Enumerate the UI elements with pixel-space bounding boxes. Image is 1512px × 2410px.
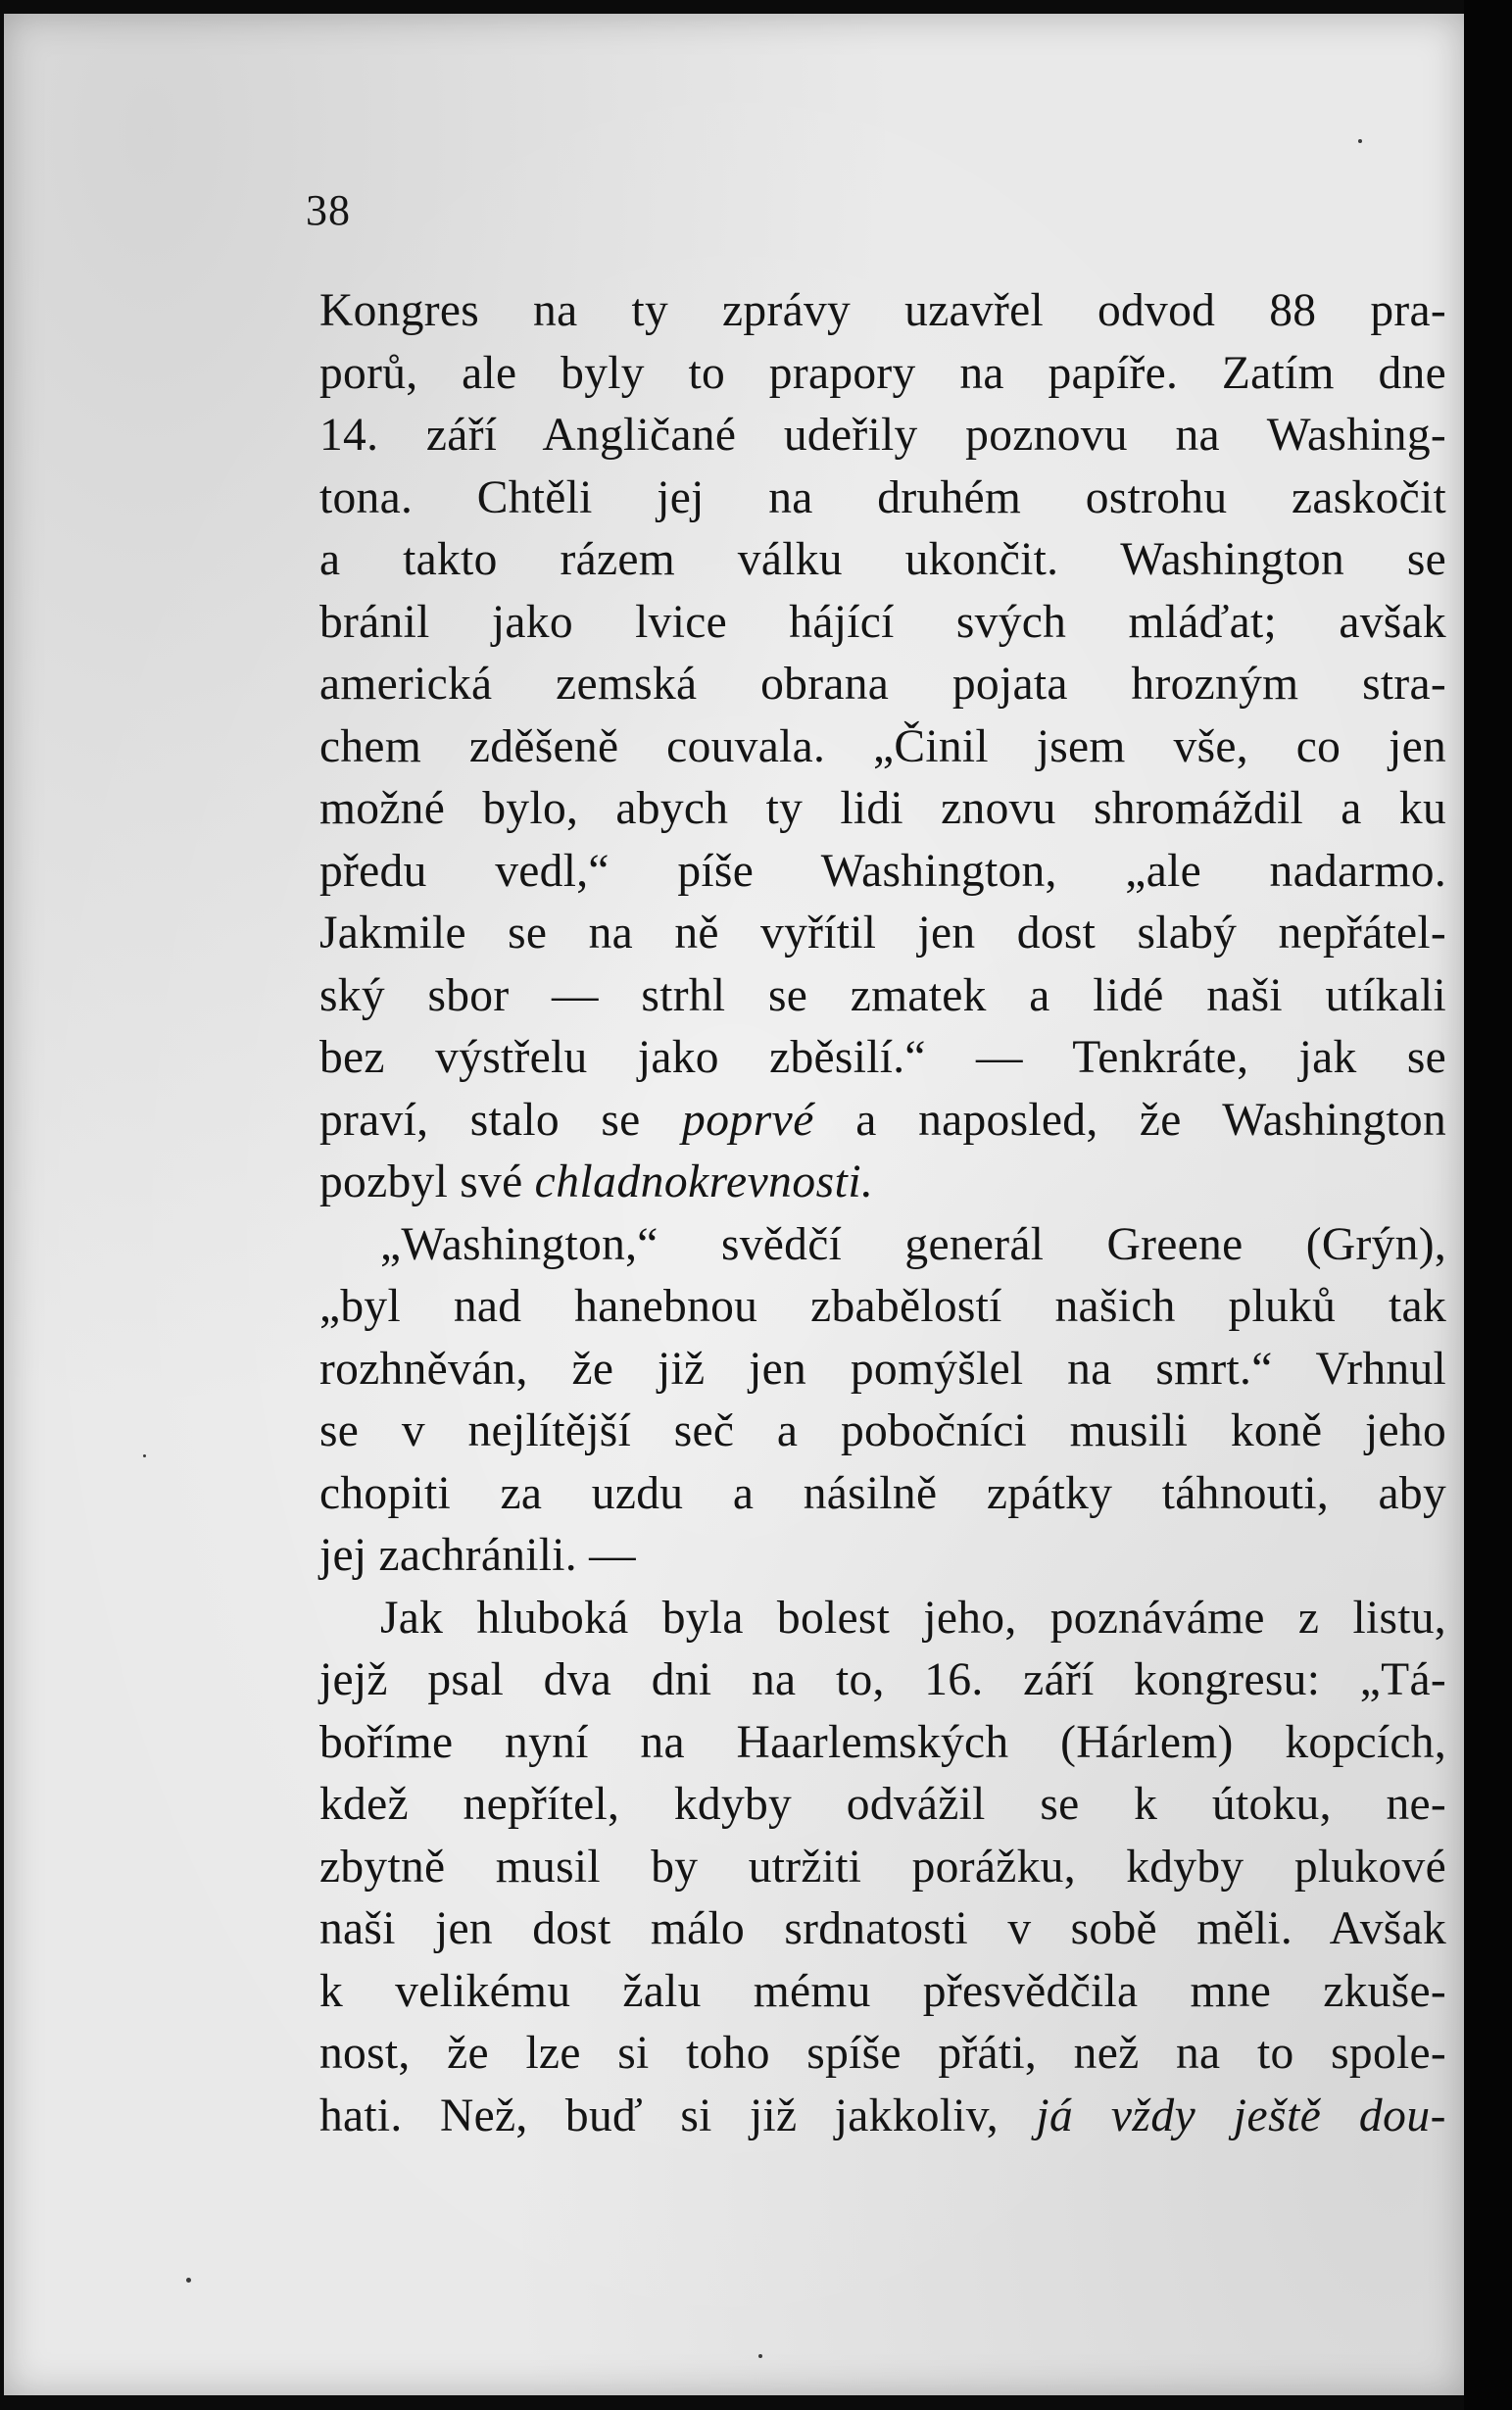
text-segment: „Washington,“ svědčí generál Greene (Grýn),: [380, 1218, 1446, 1270]
text-line: [319, 280, 1446, 343]
text-segment: jej zachránili. —: [319, 1530, 636, 1581]
text-segment: nost, že lze si toho spíše přáti, než na to spole-: [319, 2028, 1446, 2079]
text-line: [319, 1152, 1446, 1214]
text-segment: rozhněván, že již jen pomýšlel na smrt.“ Vrhnul: [319, 1343, 1446, 1395]
text-segment: boříme nyní na Haarlemských (Hárlem) kopcích,: [319, 1716, 1446, 1768]
text-segment: zbytně musil by utržiti porážku, kdyby plukové: [319, 1841, 1446, 1893]
text-line: [319, 1401, 1446, 1463]
text-line: [319, 1712, 1446, 1775]
text-segment: 14. září Angličané udeřily poznovu na Washing-: [319, 410, 1446, 461]
text-line: [319, 716, 1446, 779]
text-line: [319, 1649, 1446, 1712]
paragraph: [319, 280, 1446, 1214]
text-line: [319, 1774, 1446, 1837]
text-segment: Jakmile se na ně vyřítil jen dost slabý nepřátel-: [319, 908, 1446, 959]
text-line: [319, 2023, 1446, 2086]
text-segment: předu vedl,“ píše Washington, „ale nadarmo.: [319, 845, 1446, 897]
text-segment: hati. Než, buď si již jakkoliv,: [319, 2090, 1037, 2141]
text-segment: praví, stalo se: [319, 1094, 682, 1146]
text-segment: Jak hluboká byla bolest jeho, poznáváme z listu,: [380, 1592, 1446, 1644]
text-line: [319, 1027, 1446, 1090]
text-line: [319, 1339, 1446, 1402]
body-text: [319, 280, 1446, 2147]
paper-speck: [143, 1454, 146, 1457]
paper-speck: [1358, 139, 1362, 143]
text-segment: ský sbor — strhl se zmatek a lidé naši utíkali: [319, 969, 1446, 1021]
text-line: [319, 1525, 1446, 1588]
text-line: [319, 1961, 1446, 2024]
text-line: [319, 1463, 1446, 1526]
text-line: [319, 1214, 1446, 1277]
text-line: [319, 592, 1446, 655]
text-line: [319, 1588, 1446, 1650]
text-segment: naši jen dost málo srdnatosti v sobě měli. Avšak: [319, 1903, 1446, 1954]
text-segment: a naposled, že Washington: [813, 1094, 1446, 1146]
text-line: [319, 467, 1446, 530]
italic-text: poprvé: [681, 1094, 814, 1146]
text-segment: bránil jako lvice hájící svých mláďat; avšak: [319, 596, 1446, 648]
text-segment: americká zemská obrana pojata hrozným stra-: [319, 659, 1446, 710]
text-segment: k velikému žalu mému přesvědčila mne zkuše-: [319, 1965, 1446, 2017]
page-number: 38: [306, 186, 351, 234]
text-line: [319, 1090, 1446, 1153]
text-line: [319, 654, 1446, 716]
text-segment: tona. Chtěli jej na druhém ostrohu zaskočit: [319, 471, 1446, 523]
text-line: [319, 529, 1446, 592]
text-line: [319, 903, 1446, 965]
paper-speck: [186, 2278, 191, 2283]
italic-text: chladnokrevnosti.: [534, 1156, 874, 1207]
text-line: [319, 778, 1446, 841]
text-line: [319, 841, 1446, 904]
text-line: [319, 1276, 1446, 1339]
text-line: [319, 965, 1446, 1028]
text-segment: „byl nad hanebnou zbabělostí našich pluků tak: [319, 1281, 1446, 1332]
scan-edge: [1464, 0, 1512, 2410]
text-segment: se v nejlítější seč a pobočníci musili koně jeho: [319, 1405, 1446, 1456]
text-line: [319, 1837, 1446, 1899]
text-line: [319, 405, 1446, 467]
italic-text: já vždy ještě dou-: [1036, 2090, 1446, 2141]
text-segment: a takto rázem válku ukončit. Washington se: [319, 534, 1446, 585]
book-page: [4, 14, 1464, 2395]
text-line: [319, 2086, 1446, 2148]
text-line: [319, 1898, 1446, 1961]
text-segment: Kongres na ty zprávy uzavřel odvod 88 pra-: [319, 285, 1446, 336]
text-segment: jejž psal dva dni na to, 16. září kongresu: „Tá-: [319, 1654, 1446, 1705]
text-segment: chem zděšeně couvala. „Činil jsem vše, co jen: [319, 720, 1446, 772]
text-segment: kdež nepřítel, kdyby odvážil se k útoku, ne-: [319, 1779, 1446, 1830]
paragraph: [319, 1588, 1446, 2148]
text-segment: pozbyl své: [319, 1156, 535, 1207]
text-segment: možné bylo, abych ty lidi znovu shromáždil a ku: [319, 783, 1446, 834]
text-line: [319, 343, 1446, 406]
paper-speck: [758, 2354, 762, 2358]
paragraph: [319, 1214, 1446, 1588]
text-segment: bez výstřelu jako zběsilí.“ — Tenkráte, jak se: [319, 1032, 1446, 1083]
text-segment: chopiti za uzdu a násilně zpátky táhnouti, aby: [319, 1467, 1446, 1519]
text-segment: porů, ale byly to prapory na papíře. Zatím dne: [319, 347, 1446, 399]
